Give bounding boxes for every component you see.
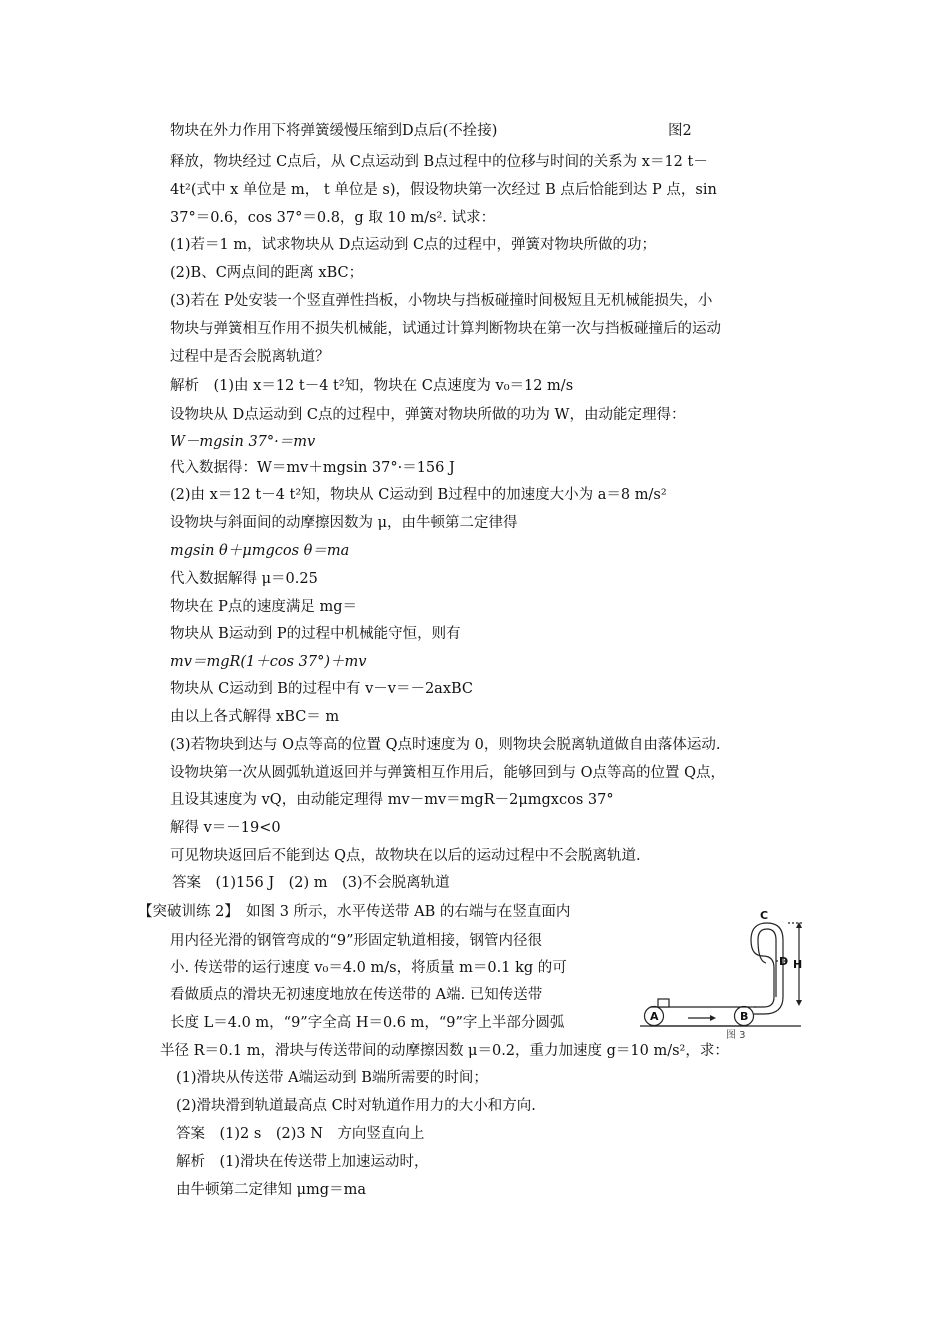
- text-line: 看做质点的滑块无初速度地放在传送带的 A端. 已知传送带: [170, 987, 543, 1003]
- figure3-caption: 图 3: [726, 1030, 746, 1041]
- solution-line: 设物块从 D点运动到 C点的过程中，弹簧对物块所做的功为 W，由动能定理得：: [170, 407, 686, 423]
- solution-line: 代入数据解得 μ＝0.25: [170, 571, 318, 587]
- solution-line: 解析 (1)滑块在传送带上加速运动时，: [176, 1154, 429, 1170]
- label-d: D: [779, 955, 789, 968]
- solution-line: 由牛顿第二定律知 μmg＝ma: [176, 1182, 366, 1198]
- equation-line: mgsin θ＋μmgcos θ＝ma: [170, 543, 350, 559]
- arrow-down-icon: [796, 1000, 802, 1006]
- solution-line: 且设其速度为 vQ，由动能定理得 mv－mv＝mgR－2μmgxcos 37°: [170, 792, 614, 808]
- question-1: (1)若＝1 m，试求物块从 D点运动到 C点的过程中，弹簧对物块所做的功；: [170, 237, 657, 253]
- text-line: 物块与弹簧相互作用不损失机械能，试通过计算判断物块在第一次与挡板碰撞后的运动: [170, 321, 721, 337]
- text-line: 释放，物块经过 C点后，从 C点运动到 B点过程中的位移与时间的关系为 x＝12 t－: [170, 154, 708, 170]
- text-line: 用内径光滑的钢管弯成的“9”形固定轨道相接，钢管内径很: [170, 933, 543, 949]
- nine-track-outer: [751, 923, 783, 1014]
- solution-line: 物块从 B运动到 P的过程中机械能守恒，则有: [170, 626, 461, 642]
- question-2: (2)滑块滑到轨道最高点 C时对轨道作用力的大小和方向.: [176, 1098, 536, 1114]
- text-line: 长度 L＝4.0 m，“9”字全高 H＝0.6 m，“9”字上半部分圆弧: [170, 1015, 565, 1031]
- text-line: 物块在外力作用下将弹簧缓慢压缩到D点后(不拴接): [170, 123, 498, 139]
- solution-line: 代入数据得：W＝mv＋mgsin 37°·＝156 J: [170, 460, 455, 476]
- figure-3-diagram: [636, 902, 806, 1041]
- text-line: 4t²(式中 x 单位是 m， t 单位是 s)，假设物块第一次经过 B 点后恰能到达 P 点，sin: [170, 182, 717, 198]
- figure2-caption: 图2: [668, 123, 692, 139]
- question-1: (1)滑块从传送带 A端运动到 B端所需要的时间；: [176, 1070, 488, 1086]
- solution-line: (2)由 x＝12 t－4 t²知，物块从 C运动到 B过程中的加速度大小为 a＝8 m/s²: [170, 487, 667, 503]
- label-c: C: [760, 909, 769, 922]
- equation-line: W－mgsin 37°·＝mv: [170, 434, 316, 450]
- solution-line: 物块从 C运动到 B的过程中有 v－v＝－2axBC: [170, 681, 474, 697]
- text-line: 37°＝0.6，cos 37°＝0.8，g 取 10 m/s². 试求：: [170, 210, 496, 226]
- solution-line: 解得 v＝－19<0: [170, 820, 281, 836]
- label-b: B: [740, 1010, 749, 1023]
- solution-line: 可见物块返回后不能到达 Q点，故物块在以后的运动过程中不会脱离轨道.: [170, 848, 641, 864]
- question-2: (2)B、C两点间的距离 xBC；: [170, 265, 364, 281]
- solution-line: 物块在 P点的速度满足 mg＝: [170, 599, 358, 615]
- label-h: H: [793, 958, 803, 971]
- solution-line: 解析 (1)由 x＝12 t－4 t²知，物块在 C点速度为 v₀＝12 m/s: [170, 378, 574, 394]
- label-a: A: [650, 1010, 659, 1023]
- equation-line: mv＝mgR(1＋cos 37°)＋mv: [170, 654, 367, 670]
- text-line: 小. 传送带的运行速度 v₀＝4.0 m/s，将质量 m＝0.1 kg 的可: [170, 960, 567, 976]
- text-line: 半径 R＝0.1 m，滑块与传送带间的动摩擦因数 μ＝0.2，重力加速度 g＝10 m/s²，求：: [160, 1043, 729, 1059]
- solution-line: 由以上各式解得 xBC＝ m: [170, 709, 340, 725]
- answer-line: 答案 (1)2 s (2)3 N 方向竖直向上: [176, 1126, 425, 1142]
- answer-line: 答案 (1)156 J (2) m (3)不会脱离轨道: [172, 875, 450, 891]
- text-line: 过程中是否会脱离轨道？: [170, 349, 330, 365]
- solution-line: (3)若物块到达与 O点等高的位置 Q点时速度为 0，则物块会脱离轨道做自由落体运动.: [170, 737, 721, 753]
- solution-line: 设物块第一次从圆弧轨道返回并与弹簧相互作用后，能够回到与 O点等高的位置 Q点，: [170, 765, 725, 781]
- solution-line: 设物块与斜面间的动摩擦因数为 μ，由牛顿第二定律得: [170, 515, 518, 531]
- exercise-heading: 【突破训练 2】 如图 3 所示，水平传送带 AB 的右端与在竖直面内: [138, 904, 571, 920]
- question-3: (3)若在 P处安装一个竖直弹性挡板，小物块与挡板碰撞时间极短且无机械能损失，小: [170, 293, 713, 309]
- slider-block: [658, 999, 669, 1007]
